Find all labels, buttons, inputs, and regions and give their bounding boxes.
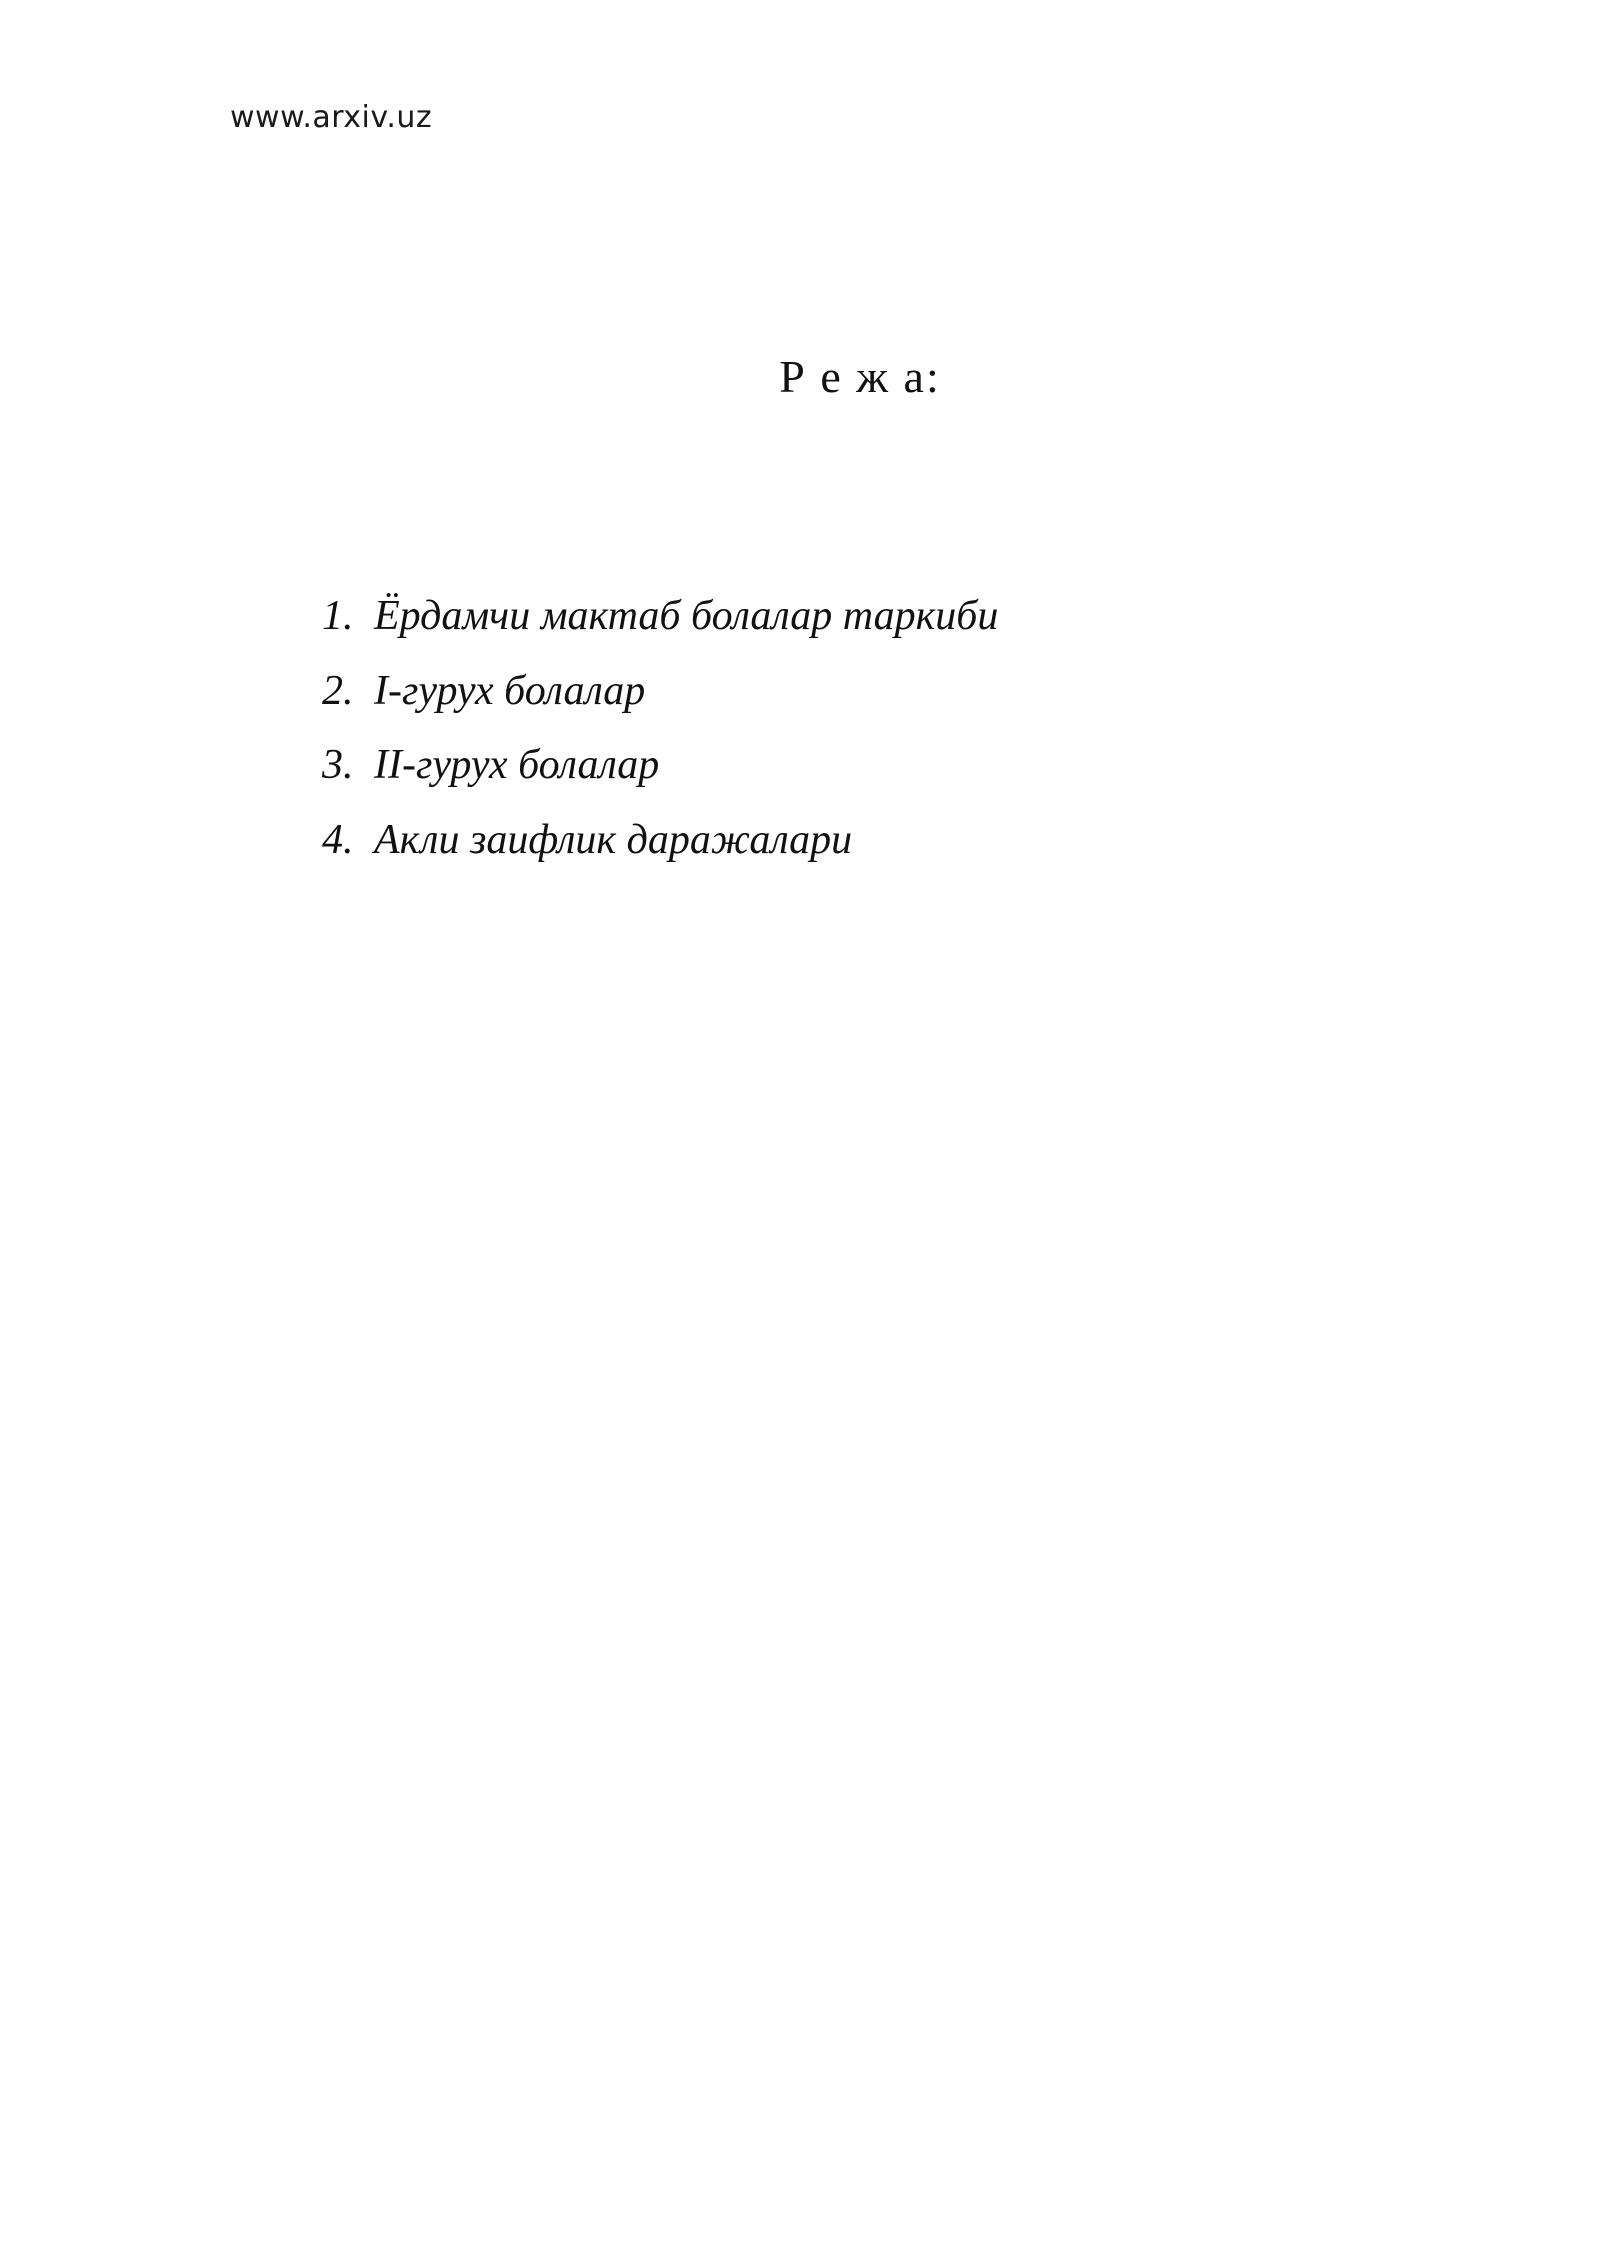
plan-item-number: 3.	[322, 742, 354, 788]
plan-item	[322, 816, 998, 891]
plan-item-number: 1.	[322, 593, 354, 639]
plan-item-text: Ёрдамчи мактаб болалар таркиби	[374, 593, 999, 639]
plan-item-text: Акли заифлик даражалари	[374, 816, 853, 863]
plan-item	[322, 667, 998, 742]
plan-item-text: II-гурух болалар	[374, 742, 660, 788]
header-site-url: www.arxiv.uz	[230, 100, 433, 135]
plan-item-number: 2.	[322, 667, 354, 714]
page-title: Р е ж а:	[779, 351, 941, 402]
plan-list	[322, 592, 998, 890]
plan-item	[322, 741, 998, 816]
plan-item-text: I-гурух болалар	[374, 667, 646, 714]
plan-item-number: 4.	[322, 816, 354, 863]
plan-item	[322, 592, 998, 667]
